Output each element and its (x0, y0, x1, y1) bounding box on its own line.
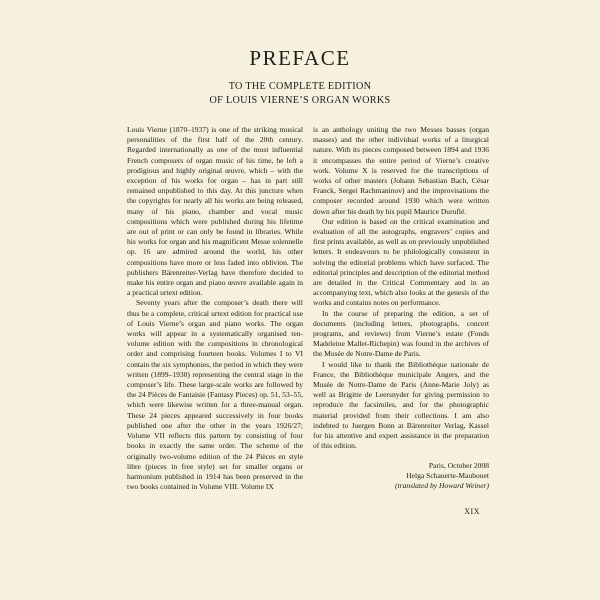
paragraph: Louis Vierne (1870–1937) is one of the striking musical personalities of the first half of the 20th century. Regarded internationally as one of the most influential French composers of organ music of his time, he left a prodigious and highly original œuvre, which – with the exception of his works for organ – has in part still remained unpublished to this day. At this juncture when the copyrights for nearly all his works are being released, many of his piano, chamber and vocal music compositions which were published during his lifetime are out of print or can only be found in libraries. While his works for organ and his magnificent Messe solennelle op. 16 are admired around the world, his other compositions have more or less faded into oblivion. The publishers Bärenreiter-Verlag have therefore decided to make his entire organ and piano œuvre available again in a practical urtext edition. (127, 125, 303, 298)
paragraph: is an anthology uniting the two Messes basses (organ masses) and the other individual works of a liturgical nature. With its pieces composed between 1894 and 1936 it encompasses the entire period of Vierne’s creative work. Volume X is reserved for the transcriptions of works of other masters (Johann Sebastian Bach, César Franck, Sergei Rachmaninov) and the improvisations the composer recorded around 1930 which were written down after his death by his pupil Maurice Duruflé. (313, 125, 489, 216)
paragraph: Seventy years after the composer’s death there will thus be a complete, critical urtext edition for practical use of Louis Vierne’s organ and piano works. The organ works will appear in a systematically organised ten-volume edition with the compositions in chronological order and comprising fourteen books. Volumes I to VI contain the six symphonies, the period in which they were written (1899–1930) representing the central stage in the composer’s life. These large-scale works are followed by the 24 Pièces de Fantaisie (Fantasy Pieces) op. 51, 53–55, which were likewise written for a three-manual organ. These 24 pieces appeared successively in four books published one after the other in the years 1926/27; Volume VII reflects this pattern by consisting of four books in exactly the same order. The scheme of the originally two-volume edition of the 24 Pièces en style libre (pieces in free style) set for smaller organs or harmonium published in 1914 has been preserved in the two books contained in Volume VIII. Volume IX (127, 298, 303, 492)
page-subtitle (0, 80, 600, 108)
subtitle-line-1: TO THE COMPLETE EDITION (228, 81, 372, 92)
page-title: PREFACE (249, 46, 351, 70)
right-column (313, 125, 489, 491)
signature-place-date: Paris, October 2008 (428, 460, 489, 470)
signature-author: Helga Schauerte-Maubouet (406, 470, 489, 480)
signature-translator: (translated by Howard Weiner) (395, 480, 489, 490)
signature-block (313, 461, 489, 492)
paragraph: Our edition is based on the critical examination and evaluation of all the autographs, engravers’ copies and first prints available, as well as on previously unpublished letters. It endeavours to be philologically consistent in solving the editorial problems which have surfaced. The editorial principles and description of the editorial method are detailed in the Critical Commentary and in an accompanying text, which also looks at the genesis of the works and contains notes on performance. (313, 216, 489, 308)
left-column (127, 125, 303, 492)
paragraph: I would like to thank the Bibliothèque nationale de France, the Bibliothèque municipale Angers, and the Musée de Notre-Dame de Paris (Anne-Marie Joly) as well as Brigitte de Leersnyder for giving permission to reproduce the facsimiles, and for the photographic material provided from their collections. I am also indebted to Juergen Bonn at Bärenreiter Verlag, Kassel for his attentive and expert assistance in the preparation of this edition. (313, 359, 489, 451)
subtitle-line-2: OF LOUIS VIERNE’S ORGAN WORKS (209, 95, 391, 106)
paragraph: In the course of preparing the edition, a set of documents (including letters, photographs, concert programs, and reviews) from Vierne’s estate (Fonds Madeleine Mallet-Richepin) was found in the archives of the Musée de Notre-Dame de Paris. (313, 308, 489, 359)
page-number: XIX (464, 507, 480, 516)
